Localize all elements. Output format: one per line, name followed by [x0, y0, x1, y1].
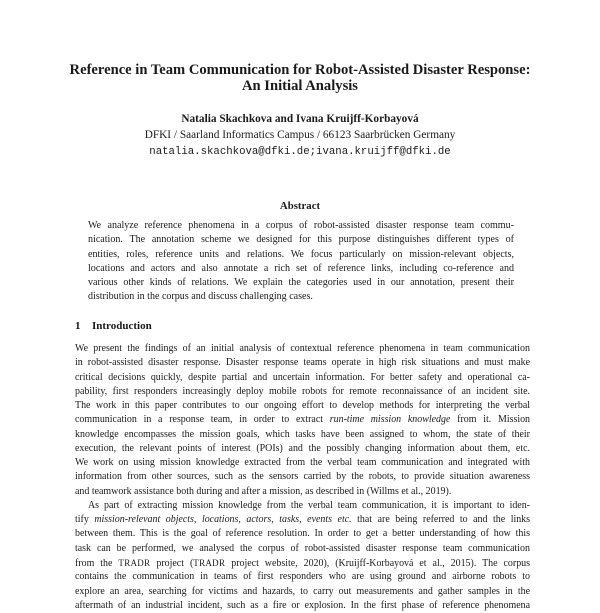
body-text: that are being referred to and the links — [357, 514, 531, 526]
body-line — [75, 513, 530, 527]
project-name-tradr: TRADR — [193, 557, 226, 568]
body-line: task can be performed, we analysed the corpus of robot-assisted disaster response team communication — [75, 542, 530, 554]
emphasis-run-time-mission-knowledge: run-time mission knowledge — [329, 414, 451, 426]
emphasis-mission-relevant-objects: mission-relevant objects, locations, actors, tasks, events etc. — [94, 514, 352, 526]
body-line — [75, 413, 530, 427]
body-line: execution, the relevant points of interest (POIs) and the possibly changing information about them, etc. — [75, 442, 530, 454]
body-text: tify — [75, 514, 89, 526]
body-line: explore an area, searching for victims and hazards, to carry out measurements and gather samples in the — [75, 585, 530, 597]
body-line: We present the findings of an initial analysis of contextual reference phenomena in team communication — [75, 343, 530, 354]
body-line: and teamwork assistance both during and after a mission, as described in (Willms et al., 2019). — [75, 485, 452, 497]
section-heading-introduction — [75, 319, 152, 333]
body-line: aftermath of an industrial incident, such as a fire or explosion. In the first phase of reference phenomena — [75, 599, 530, 611]
body-line: in robot-assisted disaster response. Disaster response teams operate in high risk situations and must make — [75, 357, 530, 369]
body-text: from the — [75, 557, 113, 569]
abstract-heading: Abstract — [279, 200, 321, 212]
body-line: As part of extracting mission knowledge from the verbal team communication, it is important to iden- — [88, 499, 530, 511]
body-line: We work on using mission knowledge extracted from the verbal team communication and integrated with — [75, 457, 530, 469]
section-number: 1 — [75, 320, 81, 332]
body-line: knowledge encompasses the mission goals, which tasks have been assigned to whom, the state of their — [75, 428, 530, 440]
abstract-line: various other kinds of relations. We explain the categories used in our annotation, present their — [88, 277, 514, 289]
abstract-line: locations and actors and also annotate a rich set of reference links, including co-reference and — [88, 262, 514, 274]
body-line: critical decisions quickly, despite partial and uncertain information. For better safety and operational ca- — [75, 371, 530, 383]
paper-title-line-2: An Initial Analysis — [242, 78, 358, 94]
project-name-tradr: TRADR — [118, 557, 151, 568]
body-line: The work in this paper contributes to our ongoing effort to develop methods for interpreting the verbal — [75, 400, 530, 412]
author-emails[interactable]: natalia.skachkova@dfki.de;ivana.kruijff@dfki.de — [149, 146, 451, 158]
abstract-line: nication. The annotation scheme we designed for this purpose distinguishes different types of — [88, 234, 514, 246]
abstract-line: We analyze reference phenomena in a corpus of robot-assisted disaster response team commu- — [88, 220, 514, 231]
body-line: between them. This is the goal of reference resolution. In order to get a better understanding of how this — [75, 528, 530, 540]
body-text: from it. Mission — [457, 414, 531, 426]
abstract-line: entities, roles, reference units and relations. We focus particularly on mission-relevant objects, — [88, 248, 514, 260]
body-line: pability, first responders increasingly deploy mobile robots for remote reconnaissance of an incident site. — [75, 385, 530, 397]
affiliation: DFKI / Saarland Informatics Campus / 66123 Saarbrücken Germany — [144, 129, 456, 141]
paper-title-line-1: Reference in Team Communication for Robot-Assisted Disaster Response: — [69, 62, 531, 78]
body-text: project ( — [156, 557, 194, 569]
authors: Natalia Skachkova and Ivana Kruijff-Korbayová — [181, 113, 419, 125]
body-text: communication in a response team, in order to extract — [75, 414, 324, 426]
body-line: information from other sources, such as the sensors carried by the robots, to provide situation awareness — [75, 471, 530, 483]
abstract-body — [88, 219, 514, 305]
section-title: Introduction — [92, 320, 152, 332]
body-line — [75, 556, 530, 570]
introduction-body — [75, 342, 530, 613]
body-line: contains the communication in teams of first responders who are using ground and airborne robots to — [75, 571, 530, 583]
abstract-line: distribution in the corpus and discuss challenging cases. — [88, 291, 313, 303]
body-text: project website, 2020), (Kruijff-Korbayová et al., 2015). The corpus — [231, 557, 531, 569]
